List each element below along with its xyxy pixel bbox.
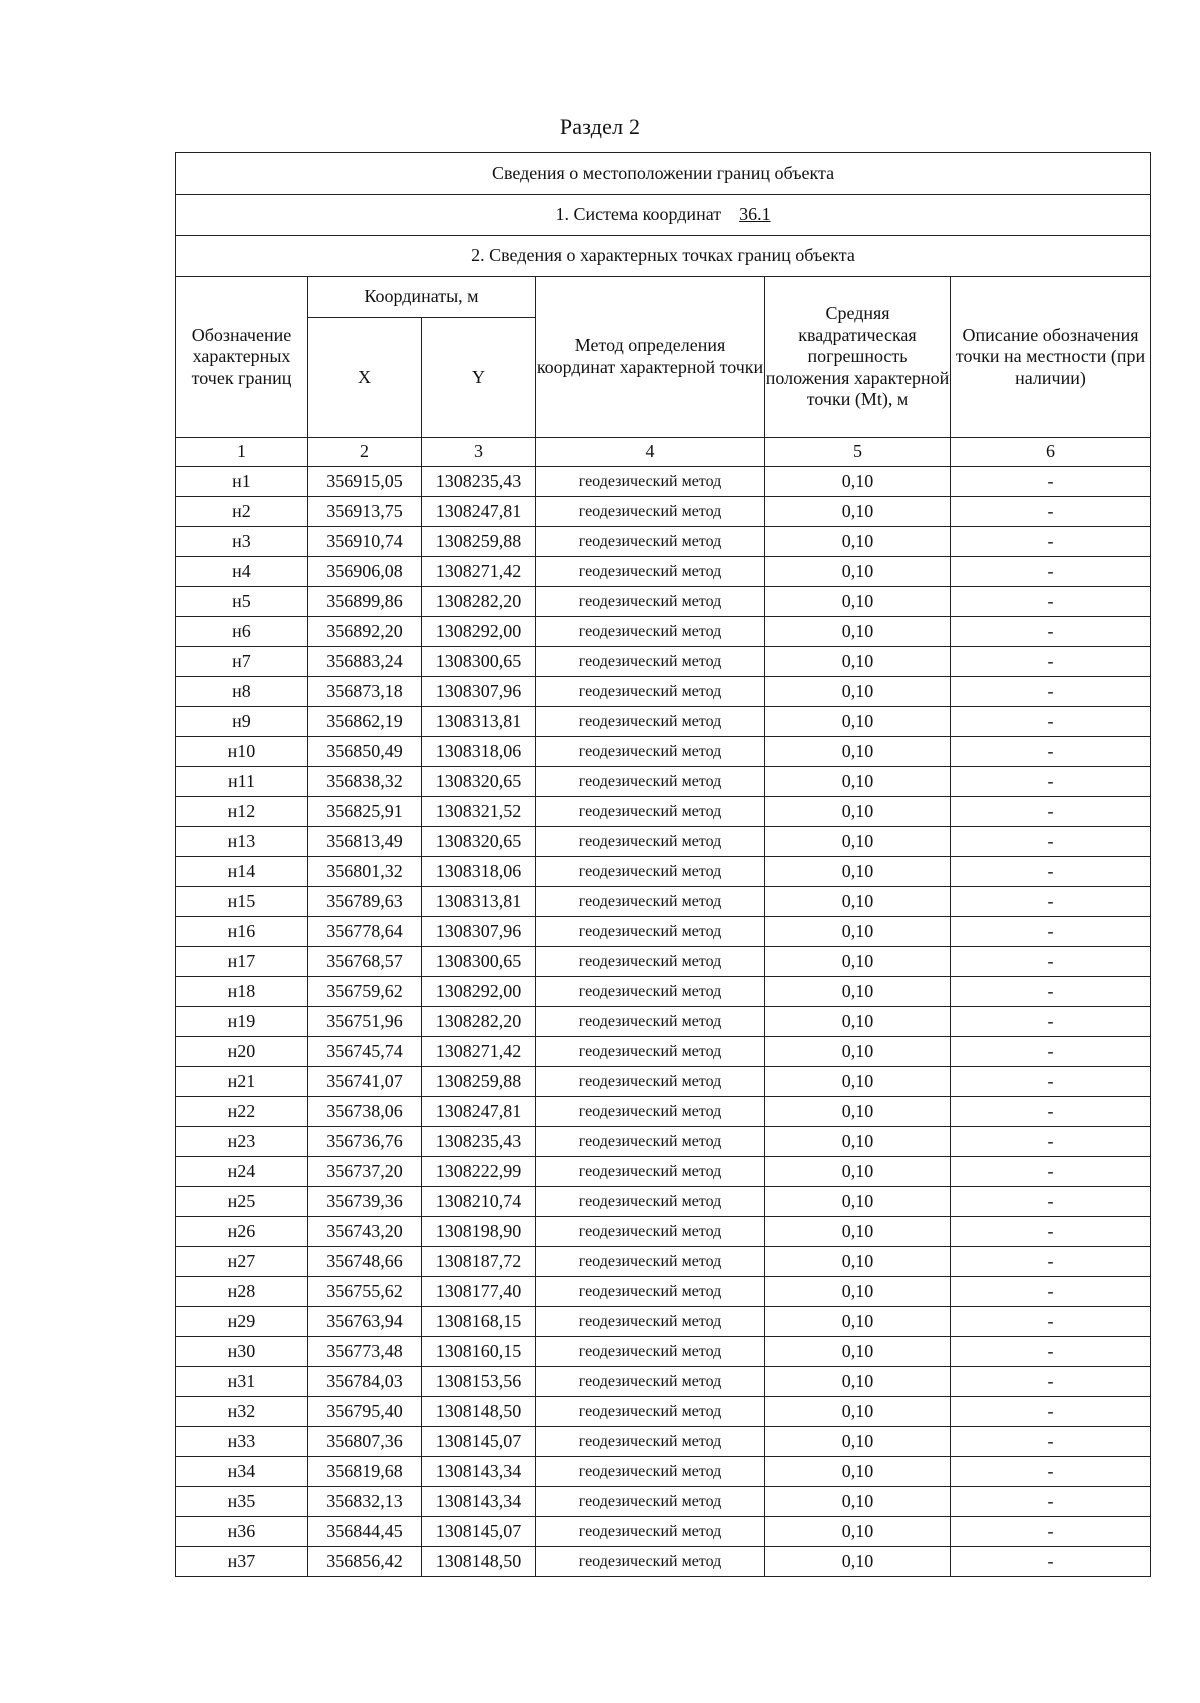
method-cell: геодезический метод xyxy=(536,797,765,827)
table-row xyxy=(176,707,1151,737)
x-coord-cell: 356813,49 xyxy=(308,827,422,857)
mt-cell: 0,10 xyxy=(765,1487,951,1517)
x-coord-cell: 356743,20 xyxy=(308,1217,422,1247)
column-numbers-row xyxy=(176,438,1151,467)
description-cell: - xyxy=(951,647,1151,677)
x-coord-cell: 356832,13 xyxy=(308,1487,422,1517)
mt-cell: 0,10 xyxy=(765,1097,951,1127)
mt-cell: 0,10 xyxy=(765,1547,951,1577)
table-row xyxy=(176,797,1151,827)
point-name-cell: н27 xyxy=(176,1247,308,1277)
description-cell: - xyxy=(951,1337,1151,1367)
mt-cell: 0,10 xyxy=(765,1007,951,1037)
method-cell: геодезический метод xyxy=(536,1127,765,1157)
table-row xyxy=(176,1187,1151,1217)
method-cell: геодезический метод xyxy=(536,1337,765,1367)
method-cell: геодезический метод xyxy=(536,1097,765,1127)
mt-cell: 0,10 xyxy=(765,797,951,827)
mt-cell: 0,10 xyxy=(765,977,951,1007)
x-coord-cell: 356748,66 xyxy=(308,1247,422,1277)
mt-cell: 0,10 xyxy=(765,677,951,707)
method-cell: геодезический метод xyxy=(536,707,765,737)
point-name-cell: н34 xyxy=(176,1457,308,1487)
mt-cell: 0,10 xyxy=(765,1337,951,1367)
mt-cell: 0,10 xyxy=(765,1187,951,1217)
table-row xyxy=(176,977,1151,1007)
point-name-cell: н2 xyxy=(176,497,308,527)
mt-cell: 0,10 xyxy=(765,1307,951,1337)
y-coord-cell: 1308153,56 xyxy=(422,1367,536,1397)
x-coord-cell: 356768,57 xyxy=(308,947,422,977)
y-coord-cell: 1308318,06 xyxy=(422,857,536,887)
x-coord-cell: 356773,48 xyxy=(308,1337,422,1367)
description-cell: - xyxy=(951,1157,1151,1187)
mt-cell: 0,10 xyxy=(765,887,951,917)
description-cell: - xyxy=(951,557,1151,587)
y-coord-cell: 1308292,00 xyxy=(422,617,536,647)
description-cell: - xyxy=(951,1277,1151,1307)
y-coord-cell: 1308235,43 xyxy=(422,1127,536,1157)
point-name-cell: н30 xyxy=(176,1337,308,1367)
header-coords: Координаты, м xyxy=(308,277,536,318)
description-cell: - xyxy=(951,1037,1151,1067)
method-cell: геодезический метод xyxy=(536,647,765,677)
header-x: X xyxy=(308,318,422,438)
description-cell: - xyxy=(951,587,1151,617)
point-name-cell: н3 xyxy=(176,527,308,557)
x-coord-cell: 356751,96 xyxy=(308,1007,422,1037)
method-cell: геодезический метод xyxy=(536,917,765,947)
header-error: Средняя квадратическая погрешность положения характерной точки (Mt), м xyxy=(765,277,951,438)
table-row xyxy=(176,887,1151,917)
y-coord-cell: 1308307,96 xyxy=(422,677,536,707)
point-name-cell: н6 xyxy=(176,617,308,647)
table-row xyxy=(176,1307,1151,1337)
x-coord-cell: 356844,45 xyxy=(308,1517,422,1547)
table-row xyxy=(176,1367,1151,1397)
table-row xyxy=(176,677,1151,707)
point-name-cell: н28 xyxy=(176,1277,308,1307)
y-coord-cell: 1308259,88 xyxy=(422,1067,536,1097)
table-row xyxy=(176,737,1151,767)
description-cell: - xyxy=(951,827,1151,857)
method-cell: геодезический метод xyxy=(536,1517,765,1547)
y-coord-cell: 1308307,96 xyxy=(422,917,536,947)
table-row xyxy=(176,1487,1151,1517)
point-name-cell: н8 xyxy=(176,677,308,707)
description-cell: - xyxy=(951,1517,1151,1547)
mt-cell: 0,10 xyxy=(765,1247,951,1277)
table-row xyxy=(176,1277,1151,1307)
x-coord-cell: 356801,32 xyxy=(308,857,422,887)
x-coord-cell: 356763,94 xyxy=(308,1307,422,1337)
x-coord-cell: 356838,32 xyxy=(308,767,422,797)
method-cell: геодезический метод xyxy=(536,1067,765,1097)
y-coord-cell: 1308198,90 xyxy=(422,1217,536,1247)
column-number: 6 xyxy=(951,438,1151,467)
table-row xyxy=(176,1457,1151,1487)
method-cell: геодезический метод xyxy=(536,737,765,767)
x-coord-cell: 356825,91 xyxy=(308,797,422,827)
description-cell: - xyxy=(951,797,1151,827)
point-name-cell: н23 xyxy=(176,1127,308,1157)
description-cell: - xyxy=(951,677,1151,707)
mt-cell: 0,10 xyxy=(765,1037,951,1067)
coord-system-label: 1. Система координат xyxy=(555,204,722,225)
y-coord-cell: 1308259,88 xyxy=(422,527,536,557)
x-coord-cell: 356738,06 xyxy=(308,1097,422,1127)
description-cell: - xyxy=(951,707,1151,737)
x-coord-cell: 356759,62 xyxy=(308,977,422,1007)
description-cell: - xyxy=(951,947,1151,977)
table-row xyxy=(176,1067,1151,1097)
x-coord-cell: 356789,63 xyxy=(308,887,422,917)
mt-cell: 0,10 xyxy=(765,467,951,497)
y-coord-cell: 1308271,42 xyxy=(422,557,536,587)
point-name-cell: н10 xyxy=(176,737,308,767)
y-coord-cell: 1308177,40 xyxy=(422,1277,536,1307)
x-coord-cell: 356784,03 xyxy=(308,1367,422,1397)
column-number: 1 xyxy=(176,438,308,467)
y-coord-cell: 1308300,65 xyxy=(422,647,536,677)
point-name-cell: н33 xyxy=(176,1427,308,1457)
table-row xyxy=(176,1397,1151,1427)
method-cell: геодезический метод xyxy=(536,677,765,707)
header-designation: Обозначение характерных точек границ xyxy=(176,277,308,438)
method-cell: геодезический метод xyxy=(536,557,765,587)
header-method: Метод определения координат характерной точки xyxy=(536,277,765,438)
description-cell: - xyxy=(951,1547,1151,1577)
method-cell: геодезический метод xyxy=(536,1547,765,1577)
method-cell: геодезический метод xyxy=(536,1487,765,1517)
x-coord-cell: 356795,40 xyxy=(308,1397,422,1427)
y-coord-cell: 1308148,50 xyxy=(422,1397,536,1427)
y-coord-cell: 1308321,52 xyxy=(422,797,536,827)
y-coord-cell: 1308168,15 xyxy=(422,1307,536,1337)
coord-system-row xyxy=(176,195,1151,236)
point-name-cell: н35 xyxy=(176,1487,308,1517)
header-description: Описание обозначения точки на местности (при наличии) xyxy=(951,277,1151,438)
y-coord-cell: 1308282,20 xyxy=(422,587,536,617)
method-cell: геодезический метод xyxy=(536,527,765,557)
description-cell: - xyxy=(951,1097,1151,1127)
description-cell: - xyxy=(951,1127,1151,1157)
mt-cell: 0,10 xyxy=(765,617,951,647)
mt-cell: 0,10 xyxy=(765,587,951,617)
table-row xyxy=(176,647,1151,677)
mt-cell: 0,10 xyxy=(765,707,951,737)
x-coord-cell: 356862,19 xyxy=(308,707,422,737)
method-cell: геодезический метод xyxy=(536,857,765,887)
method-cell: геодезический метод xyxy=(536,947,765,977)
method-cell: геодезический метод xyxy=(536,467,765,497)
x-coord-cell: 356883,24 xyxy=(308,647,422,677)
description-cell: - xyxy=(951,857,1151,887)
coord-system-value: 36.1 xyxy=(739,204,771,225)
mt-cell: 0,10 xyxy=(765,1457,951,1487)
mt-cell: 0,10 xyxy=(765,1517,951,1547)
table-row xyxy=(176,1097,1151,1127)
description-cell: - xyxy=(951,977,1151,1007)
table-row xyxy=(176,1157,1151,1187)
x-coord-cell: 356819,68 xyxy=(308,1457,422,1487)
mt-cell: 0,10 xyxy=(765,767,951,797)
point-name-cell: н18 xyxy=(176,977,308,1007)
point-name-cell: н9 xyxy=(176,707,308,737)
description-cell: - xyxy=(951,1397,1151,1427)
mt-cell: 0,10 xyxy=(765,557,951,587)
mt-cell: 0,10 xyxy=(765,737,951,767)
description-cell: - xyxy=(951,617,1151,647)
point-name-cell: н15 xyxy=(176,887,308,917)
table-row xyxy=(176,1007,1151,1037)
point-name-cell: н12 xyxy=(176,797,308,827)
point-name-cell: н16 xyxy=(176,917,308,947)
points-heading: 2. Сведения о характерных точках границ объекта xyxy=(176,236,1151,277)
table-row xyxy=(176,827,1151,857)
description-cell: - xyxy=(951,497,1151,527)
point-name-cell: н4 xyxy=(176,557,308,587)
method-cell: геодезический метод xyxy=(536,1007,765,1037)
method-cell: геодезический метод xyxy=(536,1247,765,1277)
table-row xyxy=(176,587,1151,617)
column-number: 5 xyxy=(765,438,951,467)
x-coord-cell: 356745,74 xyxy=(308,1037,422,1067)
point-name-cell: н7 xyxy=(176,647,308,677)
y-coord-cell: 1308187,72 xyxy=(422,1247,536,1277)
y-coord-cell: 1308210,74 xyxy=(422,1187,536,1217)
column-number: 2 xyxy=(308,438,422,467)
x-coord-cell: 356736,76 xyxy=(308,1127,422,1157)
y-coord-cell: 1308148,50 xyxy=(422,1547,536,1577)
y-coord-cell: 1308292,00 xyxy=(422,977,536,1007)
description-cell: - xyxy=(951,1307,1151,1337)
mt-cell: 0,10 xyxy=(765,1067,951,1097)
x-coord-cell: 356915,05 xyxy=(308,467,422,497)
mt-cell: 0,10 xyxy=(765,1367,951,1397)
table-row xyxy=(176,1247,1151,1277)
point-name-cell: н22 xyxy=(176,1097,308,1127)
point-name-cell: н20 xyxy=(176,1037,308,1067)
x-coord-cell: 356906,08 xyxy=(308,557,422,587)
method-cell: геодезический метод xyxy=(536,1037,765,1067)
x-coord-cell: 356778,64 xyxy=(308,917,422,947)
mt-cell: 0,10 xyxy=(765,1157,951,1187)
method-cell: геодезический метод xyxy=(536,1397,765,1427)
method-cell: геодезический метод xyxy=(536,1427,765,1457)
description-cell: - xyxy=(951,527,1151,557)
mt-cell: 0,10 xyxy=(765,917,951,947)
x-coord-cell: 356913,75 xyxy=(308,497,422,527)
y-coord-cell: 1308313,81 xyxy=(422,887,536,917)
table-row xyxy=(176,1517,1151,1547)
x-coord-cell: 356873,18 xyxy=(308,677,422,707)
point-name-cell: н26 xyxy=(176,1217,308,1247)
y-coord-cell: 1308222,99 xyxy=(422,1157,536,1187)
point-name-cell: н36 xyxy=(176,1517,308,1547)
table-row xyxy=(176,767,1151,797)
table-row xyxy=(176,467,1151,497)
description-cell: - xyxy=(951,1457,1151,1487)
y-coord-cell: 1308282,20 xyxy=(422,1007,536,1037)
description-cell: - xyxy=(951,887,1151,917)
description-cell: - xyxy=(951,467,1151,497)
description-cell: - xyxy=(951,1247,1151,1277)
x-coord-cell: 356892,20 xyxy=(308,617,422,647)
point-name-cell: н31 xyxy=(176,1367,308,1397)
y-coord-cell: 1308145,07 xyxy=(422,1517,536,1547)
y-coord-cell: 1308235,43 xyxy=(422,467,536,497)
x-coord-cell: 356910,74 xyxy=(308,527,422,557)
y-coord-cell: 1308247,81 xyxy=(422,497,536,527)
mt-cell: 0,10 xyxy=(765,1397,951,1427)
table-row xyxy=(176,1127,1151,1157)
method-cell: геодезический метод xyxy=(536,617,765,647)
mt-cell: 0,10 xyxy=(765,497,951,527)
table-row xyxy=(176,557,1151,587)
description-cell: - xyxy=(951,1427,1151,1457)
y-coord-cell: 1308143,34 xyxy=(422,1457,536,1487)
header-y: Y xyxy=(422,318,536,438)
mt-cell: 0,10 xyxy=(765,1127,951,1157)
point-name-cell: н17 xyxy=(176,947,308,977)
description-cell: - xyxy=(951,1007,1151,1037)
table-row xyxy=(176,497,1151,527)
method-cell: геодезический метод xyxy=(536,887,765,917)
y-coord-cell: 1308320,65 xyxy=(422,827,536,857)
y-coord-cell: 1308320,65 xyxy=(422,767,536,797)
column-number: 4 xyxy=(536,438,765,467)
point-name-cell: н24 xyxy=(176,1157,308,1187)
table-row xyxy=(176,857,1151,887)
mt-cell: 0,10 xyxy=(765,857,951,887)
description-cell: - xyxy=(951,917,1151,947)
method-cell: геодезический метод xyxy=(536,1157,765,1187)
point-name-cell: н14 xyxy=(176,857,308,887)
y-coord-cell: 1308143,34 xyxy=(422,1487,536,1517)
point-name-cell: н32 xyxy=(176,1397,308,1427)
method-cell: геодезический метод xyxy=(536,1367,765,1397)
y-coord-cell: 1308160,15 xyxy=(422,1337,536,1367)
point-name-cell: н19 xyxy=(176,1007,308,1037)
mt-cell: 0,10 xyxy=(765,947,951,977)
method-cell: геодезический метод xyxy=(536,1457,765,1487)
method-cell: геодезический метод xyxy=(536,1217,765,1247)
description-cell: - xyxy=(951,1187,1151,1217)
mt-cell: 0,10 xyxy=(765,647,951,677)
description-cell: - xyxy=(951,737,1151,767)
method-cell: геодезический метод xyxy=(536,977,765,1007)
point-name-cell: н5 xyxy=(176,587,308,617)
table-row xyxy=(176,617,1151,647)
x-coord-cell: 356741,07 xyxy=(308,1067,422,1097)
method-cell: геодезический метод xyxy=(536,587,765,617)
x-coord-cell: 356850,49 xyxy=(308,737,422,767)
x-coord-cell: 356755,62 xyxy=(308,1277,422,1307)
method-cell: геодезический метод xyxy=(536,1277,765,1307)
description-cell: - xyxy=(951,1217,1151,1247)
x-coord-cell: 356737,20 xyxy=(308,1157,422,1187)
table-row xyxy=(176,527,1151,557)
point-name-cell: н1 xyxy=(176,467,308,497)
mt-cell: 0,10 xyxy=(765,527,951,557)
method-cell: геодезический метод xyxy=(536,1307,765,1337)
table-row xyxy=(176,1217,1151,1247)
table-row xyxy=(176,1427,1151,1457)
mt-cell: 0,10 xyxy=(765,827,951,857)
y-coord-cell: 1308313,81 xyxy=(422,707,536,737)
method-cell: геодезический метод xyxy=(536,827,765,857)
table-row xyxy=(176,1037,1151,1067)
point-name-cell: н11 xyxy=(176,767,308,797)
description-cell: - xyxy=(951,1067,1151,1097)
method-cell: геодезический метод xyxy=(536,1187,765,1217)
point-name-cell: н25 xyxy=(176,1187,308,1217)
mt-cell: 0,10 xyxy=(765,1277,951,1307)
description-cell: - xyxy=(951,767,1151,797)
point-name-cell: н13 xyxy=(176,827,308,857)
y-coord-cell: 1308318,06 xyxy=(422,737,536,767)
x-coord-cell: 356899,86 xyxy=(308,587,422,617)
column-number: 3 xyxy=(422,438,536,467)
method-cell: геодезический метод xyxy=(536,767,765,797)
section-title: Раздел 2 xyxy=(559,114,641,139)
table-row xyxy=(176,947,1151,977)
mt-cell: 0,10 xyxy=(765,1217,951,1247)
description-cell: - xyxy=(951,1487,1151,1517)
y-coord-cell: 1308145,07 xyxy=(422,1427,536,1457)
table-title: Сведения о местоположении границ объекта xyxy=(176,153,1151,195)
table-row xyxy=(176,1337,1151,1367)
x-coord-cell: 356807,36 xyxy=(308,1427,422,1457)
point-name-cell: н21 xyxy=(176,1067,308,1097)
table-row xyxy=(176,1547,1151,1577)
method-cell: геодезический метод xyxy=(536,497,765,527)
y-coord-cell: 1308300,65 xyxy=(422,947,536,977)
mt-cell: 0,10 xyxy=(765,1427,951,1457)
table-row xyxy=(176,917,1151,947)
point-name-cell: н37 xyxy=(176,1547,308,1577)
x-coord-cell: 356739,36 xyxy=(308,1187,422,1217)
y-coord-cell: 1308271,42 xyxy=(422,1037,536,1067)
y-coord-cell: 1308247,81 xyxy=(422,1097,536,1127)
boundary-points-table xyxy=(175,152,1151,1577)
x-coord-cell: 356856,42 xyxy=(308,1547,422,1577)
description-cell: - xyxy=(951,1367,1151,1397)
point-name-cell: н29 xyxy=(176,1307,308,1337)
